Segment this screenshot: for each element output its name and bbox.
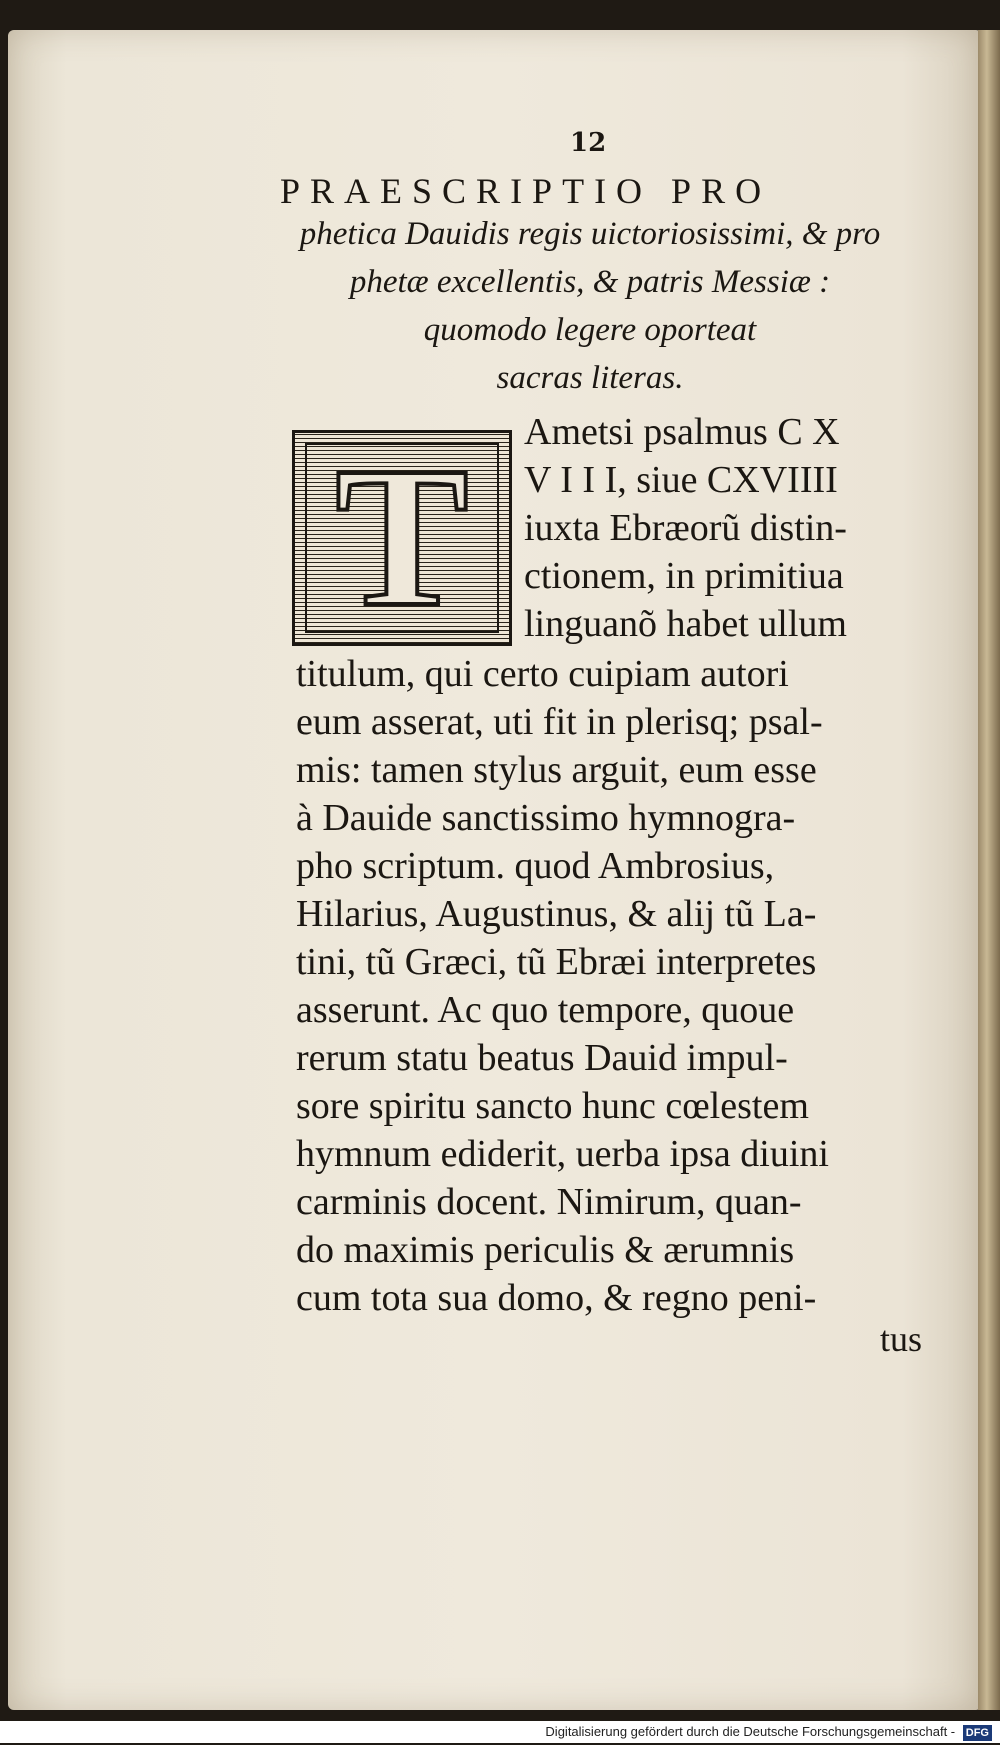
body-line-side-3: iuxta Ebræorũ distin- — [524, 507, 847, 549]
heading-line-1: PRAESCRIPTIO PRO — [280, 171, 772, 211]
body-line-4: à Dauide sanctissimo hymnogra- — [296, 797, 796, 839]
body-line-14: cum tota sua domo, & regno peni- — [296, 1277, 817, 1319]
initial-letter: T — [335, 427, 469, 648]
heading-line-2: phetica Dauidis regis uictoriosissimi, & pro — [299, 216, 881, 252]
body-line-side-1: Ametsi psalmus C X — [524, 411, 840, 453]
body-line-8: asserunt. Ac quo tempore, quoue — [296, 989, 795, 1031]
body-line-12: carminis docent. Nimirum, quan- — [296, 1181, 802, 1223]
heading-line-4: quomodo legere oporteat — [423, 312, 757, 348]
body-line-side-4: ctionem, in primitiua — [524, 555, 844, 597]
decorated-initial — [292, 427, 512, 648]
body-line-side-5: linguanõ habet ullum — [524, 603, 847, 645]
body-line-11: hymnum ediderit, uerba ipsa diuini — [296, 1133, 829, 1175]
body-line-2: eum asserat, uti fit in plerisq; psal- — [296, 701, 823, 743]
heading-line-5: sacras literas. — [496, 360, 684, 396]
body-line-1: titulum, qui certo cuipiam autori — [296, 653, 789, 695]
initial-ornament-frame — [305, 427, 499, 648]
page-edge — [978, 30, 1000, 1710]
body-line-7: tini, tũ Græci, tũ Ebræi interpretes — [296, 941, 817, 983]
body-line-9: rerum statu beatus Dauid impul- — [296, 1037, 788, 1079]
body-line-10: sore spiritu sancto hunc cœlestem — [296, 1085, 809, 1127]
body-line-3: mis: tamen stylus arguit, eum esse — [296, 749, 817, 791]
digitization-credit — [0, 1721, 1000, 1743]
body-line-6: Hilarius, Augustinus, & alij tũ La- — [296, 893, 817, 935]
dfg-logo-icon: DFG — [963, 1725, 992, 1741]
body-line-5: pho scriptum. quod Ambrosius, — [296, 845, 775, 887]
body-line-side-2: V I I I, siue CXVIIII — [524, 459, 838, 501]
credit-text: Digitalisierung gefördert durch die Deutsche Forschungsgemeinschaft - — [545, 1724, 956, 1739]
catchword: tus — [880, 1319, 923, 1359]
body-line-13: do maximis periculis & ærumnis — [296, 1229, 795, 1271]
page-number: 12 — [570, 128, 607, 158]
heading-line-3: phetæ excellentis, & patris Messiæ : — [349, 264, 831, 300]
